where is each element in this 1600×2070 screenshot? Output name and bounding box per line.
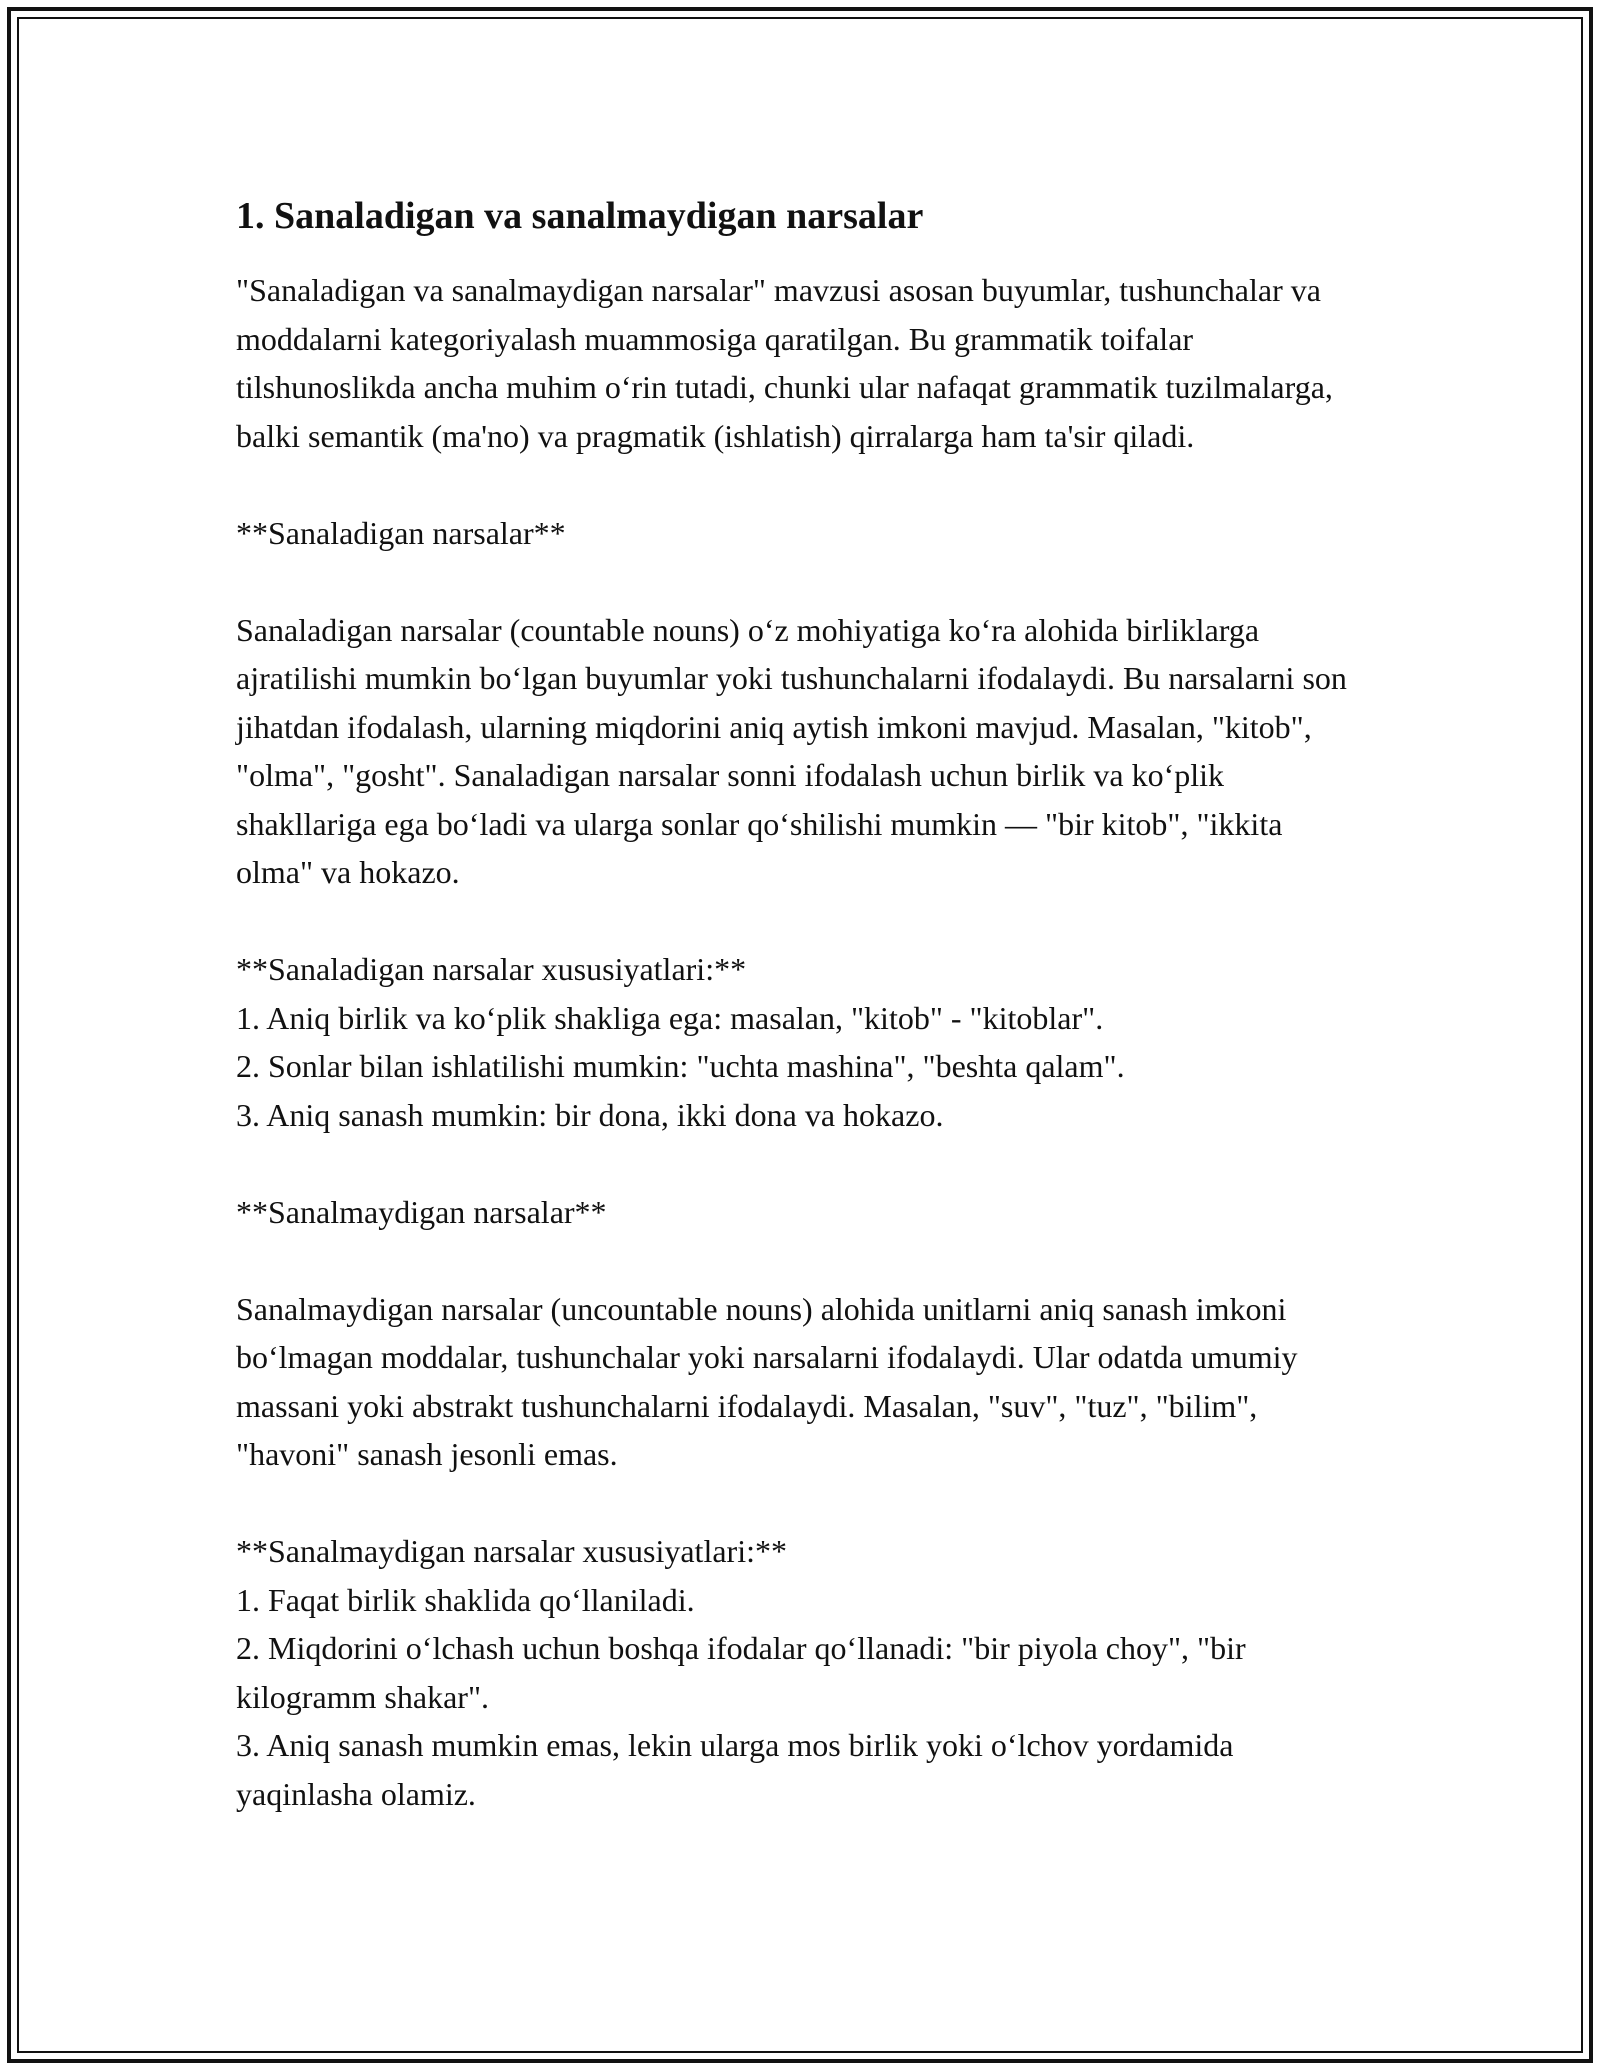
- countable-heading: **Sanaladigan narsalar**: [236, 514, 566, 551]
- list-item: 1. Faqat birlik shaklida qo‘llaniladi.: [236, 1581, 695, 1618]
- list-item: 2. Miqdorini o‘lchash uchun boshqa ifodalar qo‘llanadi: "bir piyola choy", "bir kilogramm shakar".: [236, 1630, 1246, 1715]
- list-item: 3. Aniq sanash mumkin: bir dona, ikki dona va hokazo.: [236, 1096, 944, 1133]
- spacer: [236, 1139, 1364, 1188]
- spacer: [236, 460, 1364, 509]
- uncountable-paragraph: Sanalmaydigan narsalar (uncountable nouns) alohida unitlarni aniq sanash imkoni bo‘lmagan moddalar, tushunchalar yoki narsalarni ifodalaydi. Ular odatda umumiy massani yoki abstrakt tushunchalarni ifodalaydi. Masalan, "suv", "tuz", "bilim", "havoni" sanash jesonli emas.: [236, 1290, 1298, 1472]
- intro-paragraph: "Sanaladigan va sanalmaydigan narsalar" mavzusi asosan buyumlar, tushunchalar va moddalarni kategoriyalash muammosiga qaratilgan. Bu grammatik toifalar tilshunoslikda ancha muhim o‘rin tutadi, chunki ular nafaqat grammatik tuzilmalarga, balki semantik (ma'no) va pragmatik (ishlatish) qirralarga ham ta'sir qiladi.: [236, 272, 1333, 454]
- uncountable-features-heading: **Sanalmaydigan narsalar xususiyatlari:**: [236, 1533, 787, 1569]
- uncountable-heading: **Sanalmaydigan narsalar**: [236, 1193, 607, 1230]
- spacer: [236, 1479, 1364, 1528]
- spacer: [236, 897, 1364, 946]
- countable-paragraph: Sanaladigan narsalar (countable nouns) o‘z mohiyatiga ko‘ra alohida birliklarga ajratilishi mumkin bo‘lgan buyumlar yoki tushunchalarni ifodalaydi. Bu narsalarni son jihatdan ifodalash, ularning miqdorini aniq aytish imkoni mavjud. Masalan, "kitob", "olma", "gosht". Sanaladigan narsalar sonni ifodalash uchun birlik va ko‘plik shakllariga ega bo‘ladi va ularga sonlar qo‘shilishi mumkin — "bir kitob", "ikkita olma" va hokazo.: [236, 611, 1347, 890]
- countable-features-heading: **Sanaladigan narsalar xususiyatlari:**: [236, 951, 747, 987]
- page-title: 1. Sanaladigan va sanalmaydigan narsalar: [236, 195, 924, 237]
- list-item: 1. Aniq birlik va ko‘plik shakliga ega: masalan, "kitob" - "kitoblar".: [236, 999, 1104, 1036]
- spacer: [236, 1236, 1364, 1285]
- list-item: 3. Aniq sanash mumkin emas, lekin ularga mos birlik yoki o‘lchov yordamida yaqinlasha olamiz.: [236, 1727, 1234, 1812]
- spacer: [236, 557, 1364, 606]
- list-item: 2. Sonlar bilan ishlatilishi mumkin: "uchta mashina", "beshta qalam".: [236, 1048, 1125, 1084]
- uncountable-features-list: [236, 1576, 1364, 1819]
- countable-features-list: [236, 994, 1364, 1140]
- document-body: [236, 188, 1364, 1818]
